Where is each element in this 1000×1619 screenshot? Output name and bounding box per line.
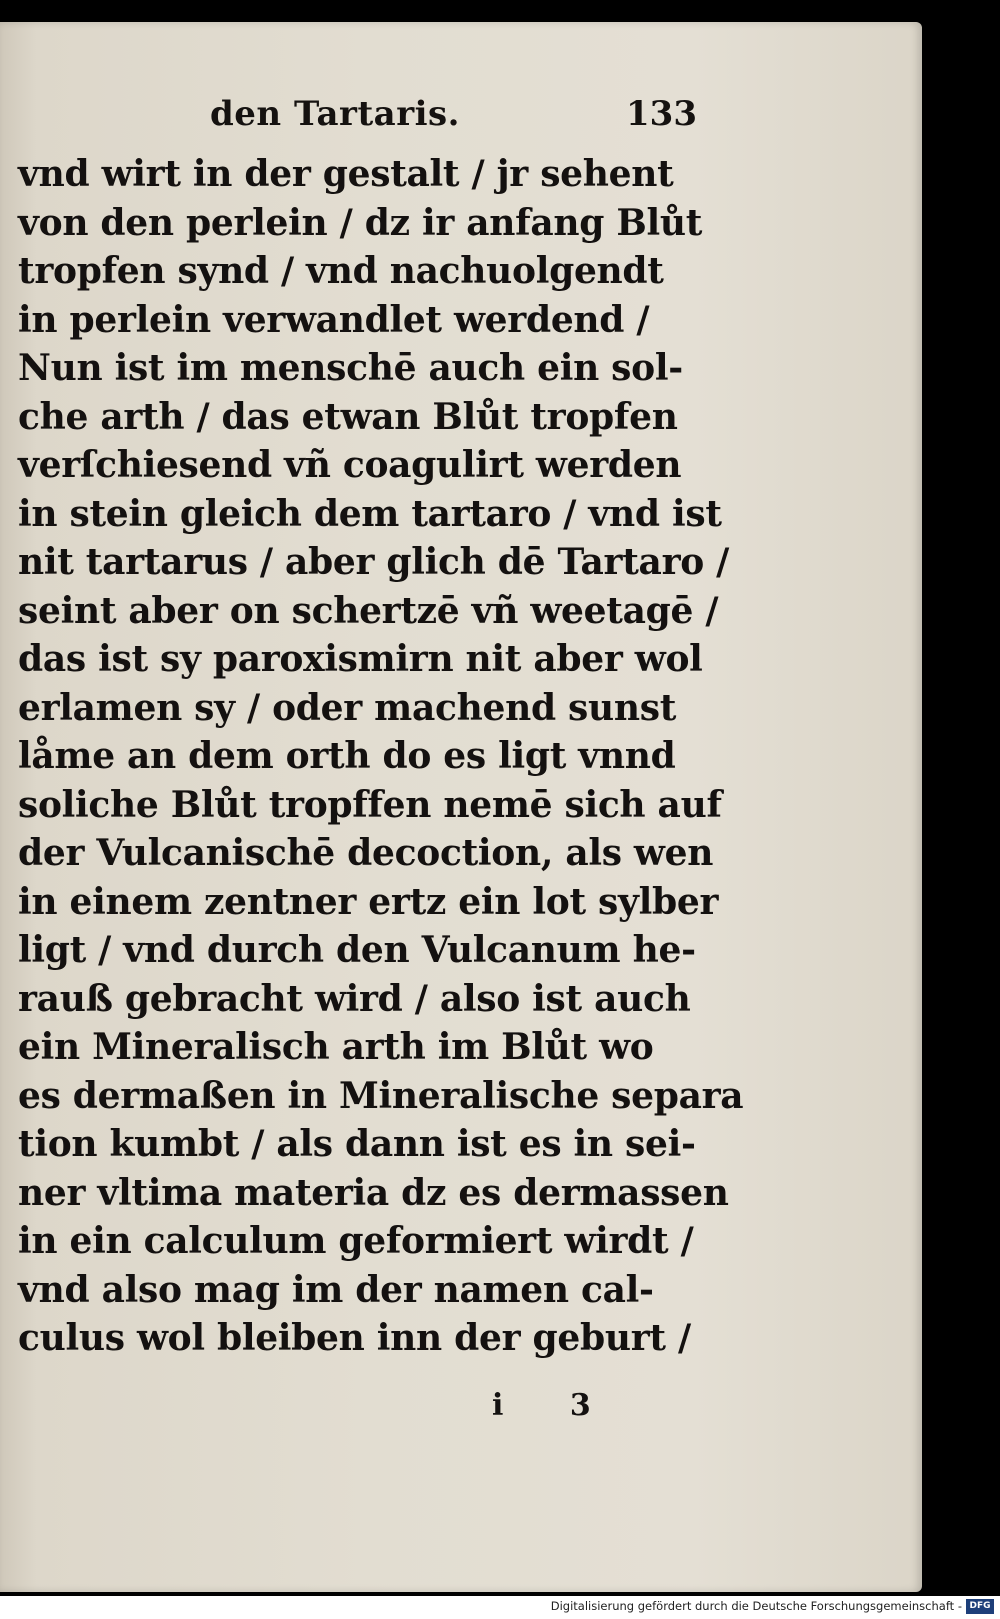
text-line: tion kumbt / als dann ist es in sei- (18, 1123, 696, 1165)
text-line: vnd wirt in der gestalt / jr sehent (18, 153, 674, 195)
text-line: ner vltima materia dz es dermassen (18, 1171, 729, 1214)
text-line: in stein gleich dem tartaro / vnd ist (18, 492, 722, 535)
text-line: soliche Blůt tropffen nemē sich auf (18, 783, 722, 826)
text-line: verſchiesend vñ coagulirt werden (18, 444, 682, 486)
book-page (0, 22, 922, 1592)
text-line: tropfen synd / vnd nachuolgendt (18, 250, 664, 292)
text-line: das ist sy paroxismirn nit aber wol (18, 638, 703, 680)
text-line: rauß gebracht wird / also ist auch (18, 977, 691, 1020)
text-line: in einem zentner ertz ein lot sylber (18, 880, 719, 923)
digitization-footer (0, 1596, 1000, 1619)
text-line: vnd also mag im der namen cal- (18, 1268, 654, 1311)
text-line: ligt / vnd durch den Vulcanum he- (18, 929, 696, 971)
text-line: in perlein verwandlet werdend / (18, 298, 650, 341)
page-number: 133 (626, 94, 697, 134)
text-line: es dermaßen in Mineralische separa (18, 1074, 744, 1117)
text-line: in ein calculum geformiert wirdt / (18, 1220, 694, 1262)
text-line: von den perlein / dz ir anfang Blůt (18, 201, 703, 244)
body-text (18, 150, 744, 1363)
dfg-logo-icon: DFG (966, 1599, 994, 1614)
text-line: erlamen sy / oder machend sunst (18, 686, 677, 729)
text-line: seint aber on schertzē vñ weetagē / (18, 589, 719, 632)
funding-credit: Digitalisierung gefördert durch die Deutsche Forschungsgemeinschaft - (550, 1599, 962, 1613)
running-head: den Tartaris. (210, 94, 460, 134)
text-line: nit tartarus / aber glich dē Tartaro / (18, 541, 730, 583)
text-line: culus wol bleiben inn der geburt / (18, 1317, 691, 1359)
text-line: che arth / das etwan Blůt tropfen (18, 395, 678, 438)
signature-mark: i 3 (492, 1388, 619, 1423)
text-line: låme an dem orth do es ligt vnnd (18, 735, 676, 777)
text-line: der Vulcanischē decoction, als wen (18, 832, 714, 874)
text-line: ein Mineralisch arth im Blůt wo (18, 1026, 654, 1068)
text-line: Nun ist im menschē auch ein sol- (18, 347, 683, 389)
